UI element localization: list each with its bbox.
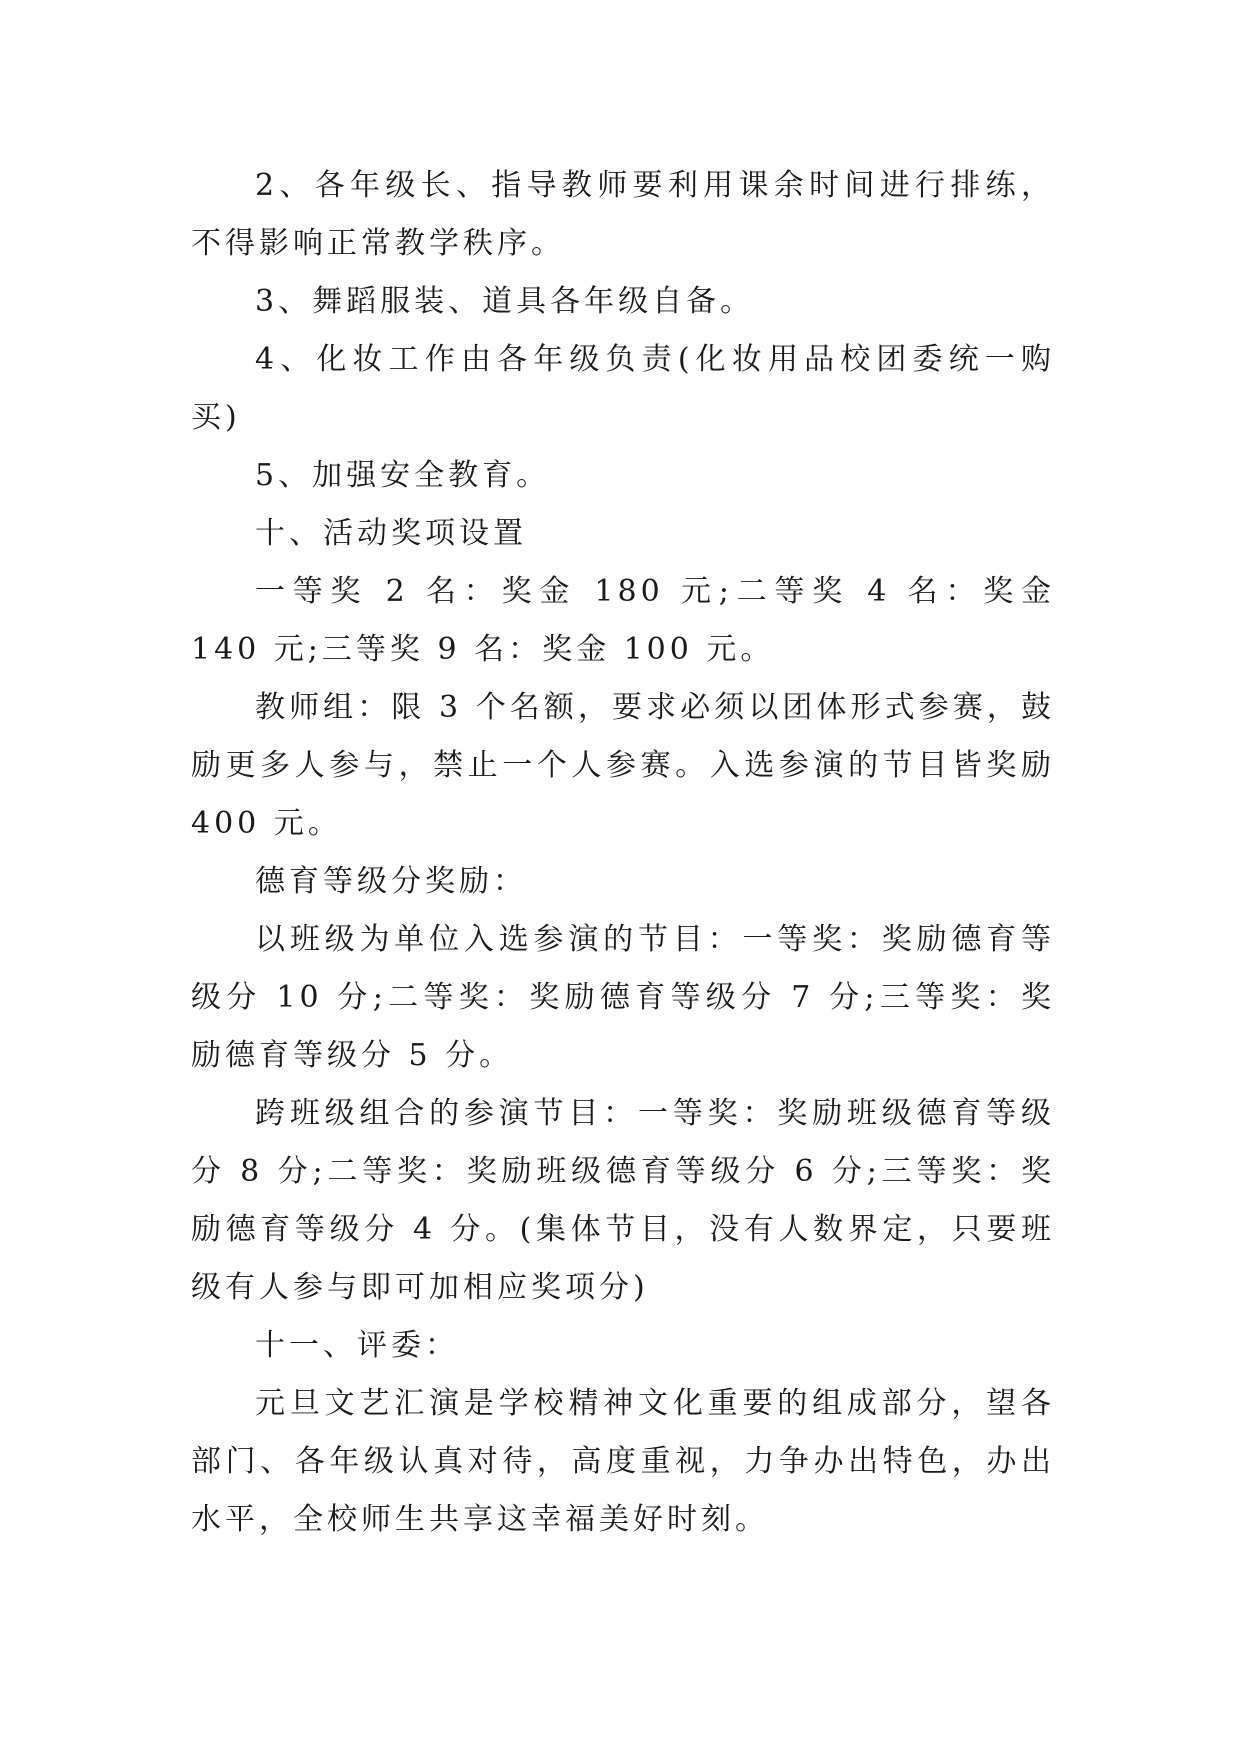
- paragraph-moral-points-heading: 德育等级分奖励：: [255, 864, 527, 899]
- paragraph-makeup-rule: 4、化妆工作由各年级负责(化妆用品校团委统一购买): [191, 342, 1055, 435]
- document-body: [191, 157, 1055, 1549]
- paragraph-safety-rule: 5、加强安全教育。: [255, 458, 551, 493]
- paragraph-rehearsal-rule: 2、各年级长、指导教师要利用课余时间进行排练，不得影响正常教学秩序。: [191, 168, 1055, 261]
- paragraph-costume-rule: 3、舞蹈服装、道具各年级自备。: [255, 284, 755, 319]
- paragraph-cross-class-awards: 跨班级组合的参演节目：一等奖：奖励班级德育等级分 8 分;二等奖：奖励班级德育等级分 6 分;三等奖：奖励德育等级分 4 分。(集体节目，没有人数界定，只要班级有人参与即可加相应奖项分): [191, 1096, 1055, 1305]
- paragraph-closing: 元旦文艺汇演是学校精神文化重要的组成部分，望各部门、各年级认真对待，高度重视，力争办出特色，办出水平，全校师生共享这幸福美好时刻。: [191, 1386, 1055, 1537]
- section-heading-judges: 十一、评委：: [255, 1328, 459, 1363]
- paragraph-prize-money: 一等奖 2 名：奖金 180 元;二等奖 4 名：奖金 140 元;三等奖 9 名：奖金 100 元。: [191, 574, 1055, 667]
- paragraph-class-awards: 以班级为单位入选参演的节目：一等奖：奖励德育等级分 10 分;二等奖：奖励德育等级分 7 分;三等奖：奖励德育等级分 5 分。: [191, 922, 1055, 1073]
- paragraph-teacher-group: 教师组：限 3 个名额，要求必须以团体形式参赛，鼓励更多人参与，禁止一个人参赛。入选参演的节目皆奖励 400 元。: [191, 690, 1055, 841]
- section-heading-awards: 十、活动奖项设置: [255, 516, 527, 551]
